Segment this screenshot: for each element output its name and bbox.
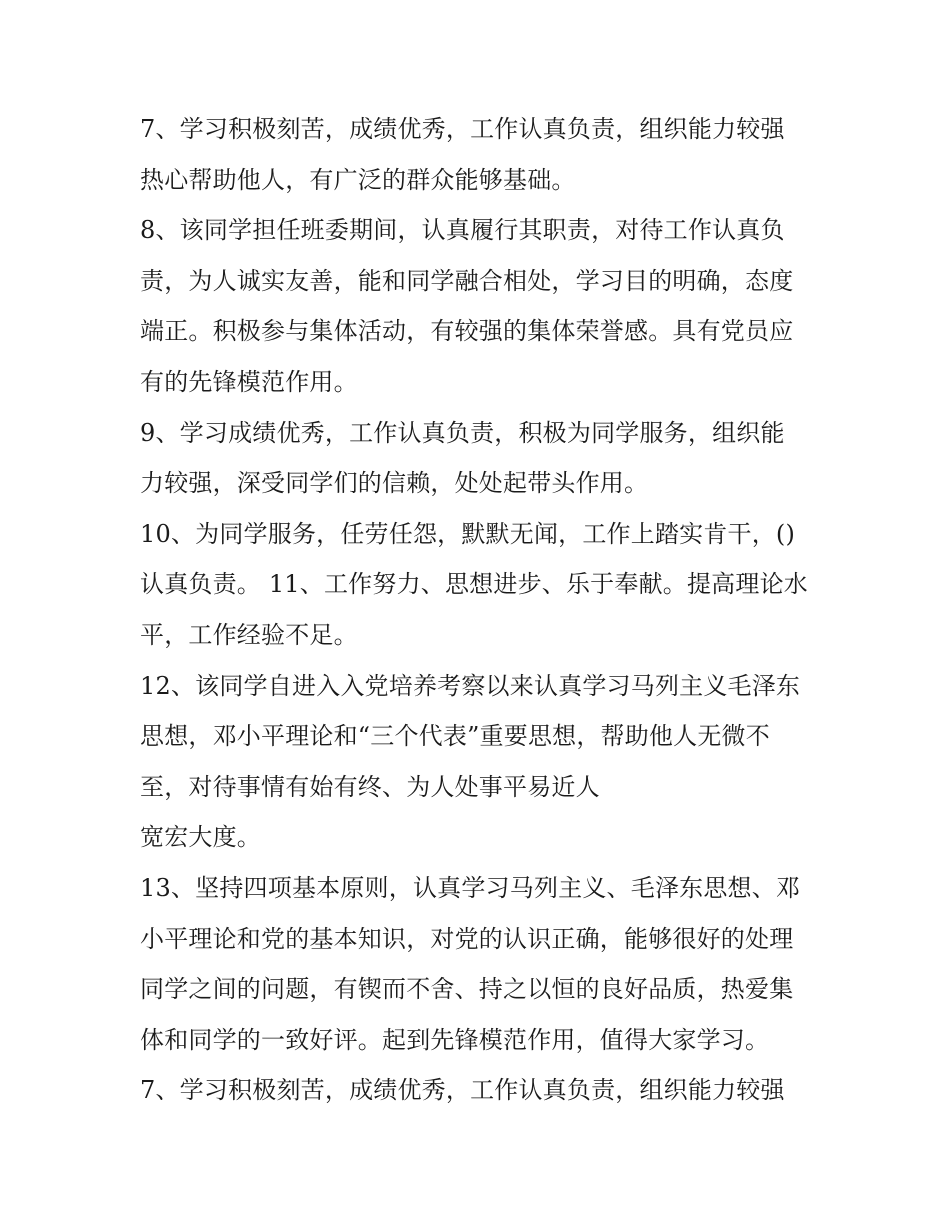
text-line: 责，为人诚实友善，能和同学融合相处，学习目的明确，态度: [140, 266, 794, 295]
document-body: [140, 104, 830, 1116]
text-line: 有的先锋模范作用。: [140, 367, 358, 396]
text-line: 至，对待事情有始有终、为人处事平易近人: [140, 772, 600, 801]
text-line: 力较强，深受同学们的信赖，处处起带头作用。: [140, 469, 649, 498]
text-line: 7、学习积极刻苦，成绩优秀，工作认真负责，组织能力较强: [140, 115, 785, 143]
text-line: 认真负责。 11、工作努力、思想进步、乐于奉献。提高理论水: [140, 570, 808, 599]
text-line: 平，工作经验不足。: [140, 620, 358, 649]
text-line: 8、该同学担任班委期间，认真履行其职责，对待工作认真负: [140, 216, 785, 245]
text-line: 小平理论和党的基本知识，对党的认识正确，能够很好的处理: [140, 924, 794, 953]
text-line: 热心帮助他人，有广泛的群众能够基础。: [140, 165, 576, 194]
text-line: 13、坚持四项基本原则，认真学习马列主义、毛泽东思想、邓: [140, 873, 801, 902]
text-line: 思想，邓小平理论和“三个代表”重要思想，帮助他人无微不: [140, 722, 770, 751]
text-line: 12、该同学自进入入党培养考察以来认真学习马列主义毛泽东: [140, 671, 801, 700]
text-line: 同学之间的问题，有锲而不舍、持之以恒的良好品质，热爱集: [140, 975, 794, 1004]
text-line: 端正。积极参与集体活动，有较强的集体荣誉感。具有党员应: [140, 317, 794, 346]
text-line: 9、学习成绩优秀，工作认真负责，积极为同学服务，组织能: [140, 418, 785, 447]
text-line: 体和同学的一致好评。起到先锋模范作用，值得大家学习。: [140, 1025, 770, 1054]
text-line: 宽宏大度。: [140, 823, 261, 852]
text-line: 10、为同学服务，任劳任怨，默默无闻，工作上踏实肯干，(): [140, 519, 796, 548]
text-line: 7、学习积极刻苦，成绩优秀，工作认真负责，组织能力较强: [140, 1076, 785, 1105]
